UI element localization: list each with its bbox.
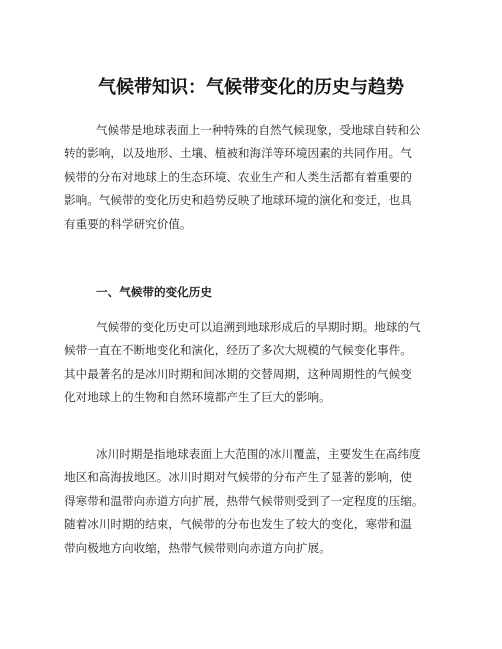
paragraph-line: 冰川时期是指地球表面上大范围的冰川覆盖，主要发生在高纬度 [96,447,421,461]
paragraph-line: 有重要的科学研究价值。 [64,216,192,231]
paragraph-line: 地区和高海拔地区。冰川时期对气候带的分布产生了显著的影响，使 [64,470,412,485]
paragraph-line: 得寒带和温带向赤道方向扩展，热带气候带则受到了一定程度的压缩。 [64,493,424,508]
paragraph-line: 转的影响，以及地形、土壤、植被和海洋等环境因素的共同作用。气 [64,146,412,161]
paragraph-line: 候带的分布对地球上的生态环境、农业生产和人类生活都有着重要的 [64,169,412,184]
paragraph-line: 其中最著名的是冰川时期和间冰期的交替周期，这种周期性的气候变 [64,366,412,381]
section-heading: 一、气候带的变化历史 [96,285,212,299]
paragraph-intro [64,119,444,236]
paragraph-line: 随着冰川时期的结束，气候带的分布也发生了较大的变化，寒带和温 [64,517,412,532]
paragraph-line: 化对地球上的生物和自然环境都产生了巨大的影响。 [64,390,331,405]
paragraph-line: 候带一直在不断地变化和演化，经历了多次大规模的气候变化事件。 [64,343,412,358]
paragraph-history [64,316,444,410]
paragraph-line: 气候带的变化历史可以追溯到地球形成后的早期时期。地球的气 [96,320,421,334]
paragraph-line: 影响。气候带的变化历史和趋势反映了地球环境的演化和变迁，也具 [64,193,412,208]
paragraph-line: 带向极地方向收缩，热带气候带则向赤道方向扩展。 [64,540,331,555]
paragraph-line: 气候带是地球表面上一种特殊的自然气候现象，受地球自转和公 [96,123,421,137]
document-title: 气候带知识：气候带变化的历史与趋势 [98,77,404,98]
paragraph-glacial [64,443,444,560]
